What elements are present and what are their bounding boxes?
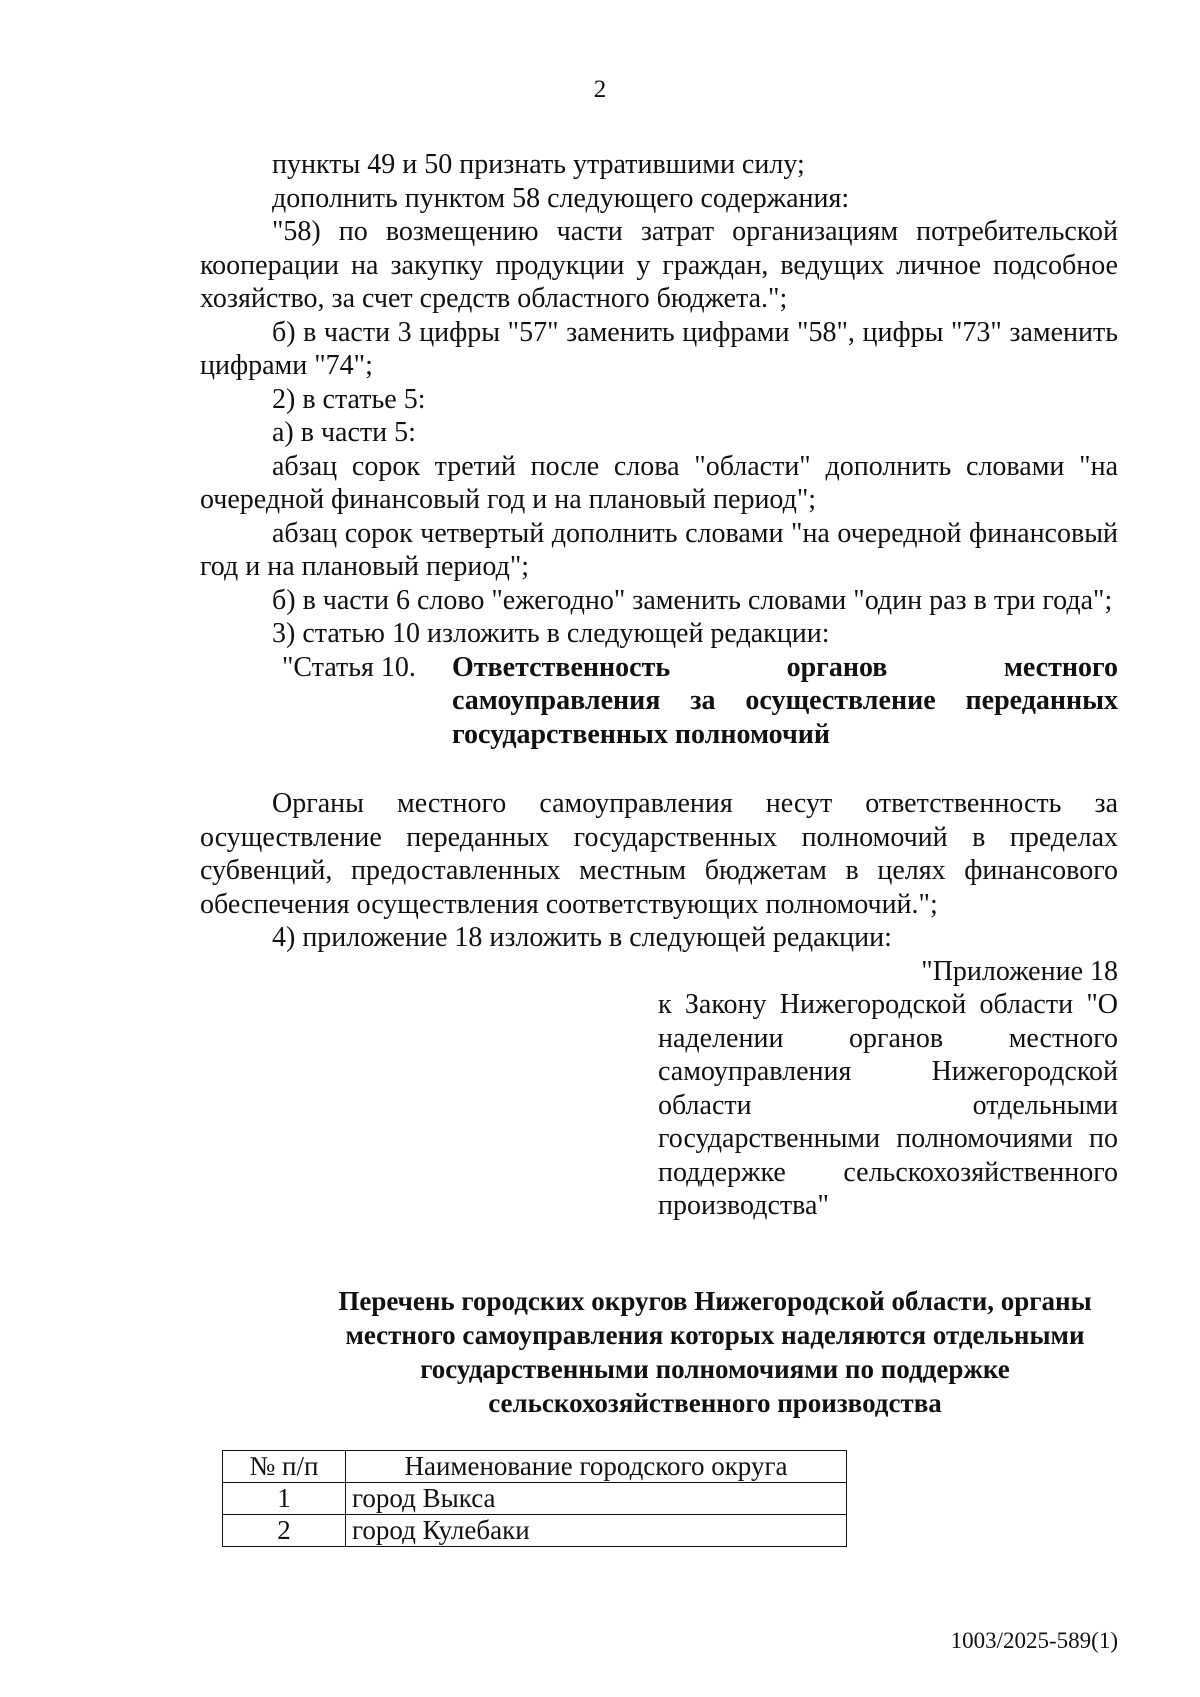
annex-block bbox=[658, 955, 1118, 1223]
article-title bbox=[452, 651, 1118, 752]
table-header-row bbox=[223, 1451, 847, 1483]
page-number: 2 bbox=[593, 76, 607, 103]
document-code: 1003/2025-589(1) bbox=[950, 1628, 1118, 1653]
column-header: Наименование городского округа bbox=[346, 1451, 847, 1483]
paragraph: пункты 49 и 50 признать утратившими силу; bbox=[272, 149, 805, 180]
annex-caption: к Закону Нижегородской области "О наделении органов местного самоуправления Нижегородской области отдельными государственными полномочиями по поддержке сельскохозяйственного производства" bbox=[658, 989, 1118, 1221]
paragraph: "58) по возмещению части затрат организациям потребительской кооперации на закупку продукции у граждан, ведущих личное подсобное хозяйство, за счет средств областного бюджета."; bbox=[200, 216, 1118, 314]
paragraph: 3) статью 10 изложить в следующей редакции: bbox=[272, 618, 830, 649]
annex-head: "Приложение 18 bbox=[921, 955, 1118, 987]
article-heading bbox=[282, 651, 1118, 752]
paragraph: 2) в статье 5: bbox=[272, 383, 426, 415]
table-cell: 1 bbox=[223, 1483, 346, 1515]
paragraph: 4) приложение 18 изложить в следующей редакции: bbox=[272, 922, 892, 953]
paragraph: б) в части 6 слово "ежегодно" заменить словами "один раз в три года"; bbox=[272, 584, 1113, 616]
column-header: № п/п bbox=[223, 1451, 346, 1483]
article-body: Органы местного самоуправления несут ответственность за осуществление переданных государственных полномочий в пределах субвенций, предоставленных местным бюджетам в целях финансового обеспечения осуществления соответствующих полномочий."; bbox=[200, 788, 1118, 920]
table-row bbox=[223, 1483, 847, 1515]
body-text bbox=[200, 148, 1118, 1223]
list-title: Перечень городских округов Нижегородской области, органы местного самоуправления которых наделяются отдельными государственными полномочиями по поддержке сельскохозяйственного производства bbox=[338, 1286, 1092, 1418]
article-title-line: Ответственность органов местного bbox=[452, 651, 1118, 683]
article-title-rest: самоуправления за осуществление переданных государственных полномочий bbox=[452, 685, 1118, 750]
paragraph: дополнить пунктом 58 следующего содержания: bbox=[272, 182, 850, 214]
table-cell: город Кулебаки bbox=[346, 1515, 847, 1547]
table-row bbox=[223, 1515, 847, 1547]
table-cell: 2 bbox=[223, 1515, 346, 1547]
paragraph: а) в части 5: bbox=[272, 417, 416, 448]
table-cell: город Выкса bbox=[346, 1483, 847, 1515]
paragraph: б) в части 3 цифры "57" заменить цифрами "58", цифры "73" заменить цифрами "74"; bbox=[200, 316, 1118, 381]
paragraph: абзац сорок третий после слова "области" дополнить словами "на очередной финансовый год и на плановый период"; bbox=[200, 450, 1118, 515]
paragraph: абзац сорок четвертый дополнить словами "на очередной финансовый год и на плановый период"; bbox=[200, 517, 1118, 582]
article-label: "Статья 10. bbox=[282, 651, 416, 683]
okrug-table bbox=[222, 1450, 847, 1547]
